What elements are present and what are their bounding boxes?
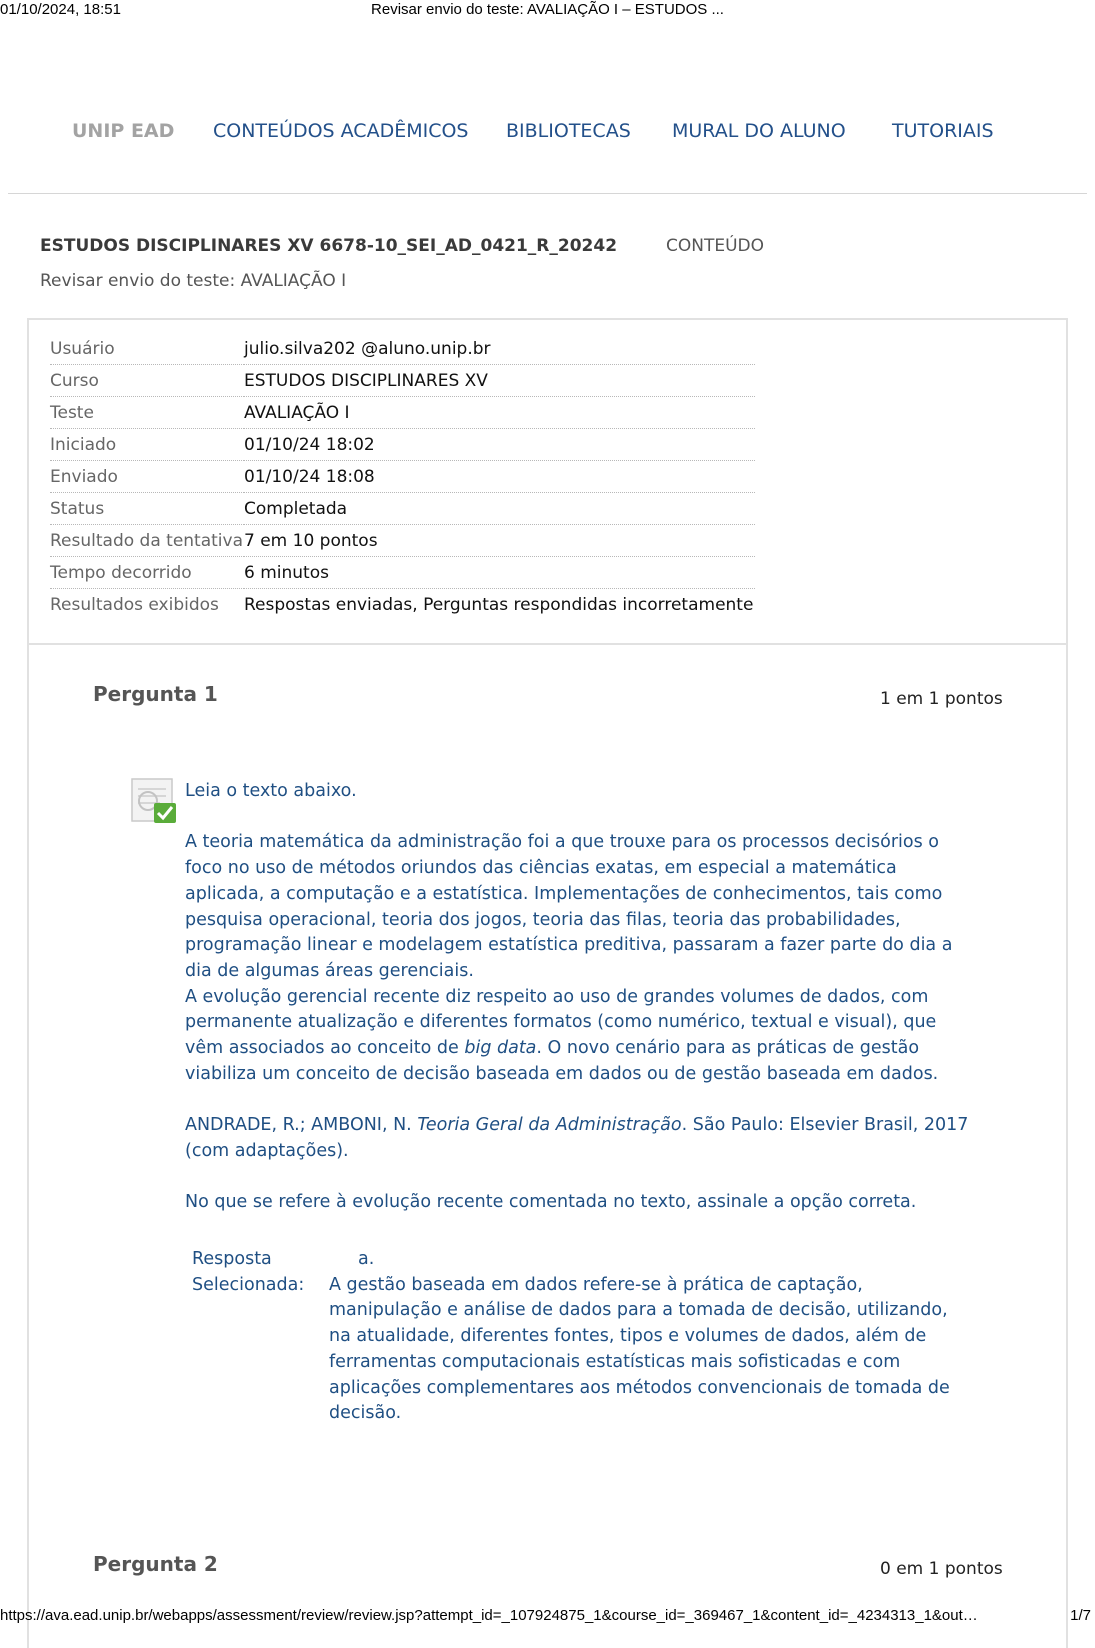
selected-answer-letter: a. bbox=[358, 1249, 375, 1269]
reference-authors: ANDRADE, R.; AMBONI, N. bbox=[185, 1115, 418, 1136]
top-nav bbox=[0, 112, 1095, 152]
summary-label: Teste bbox=[50, 397, 244, 429]
summary-value: ESTUDOS DISCIPLINARES XV bbox=[244, 365, 755, 397]
selected-answer-text: A gestão baseada em dados refere-se à prática de captação, manipulação e análise de dados para a tomada de decisão, utilizando, na atualidade, diferentes fontes, tipos e volumes de dados, além de ferramentas computacionais estatísticas mais sofisticadas e com aplicações complementares aos métodos convencionais de tomada de decisão. bbox=[329, 1274, 950, 1424]
summary-row bbox=[50, 493, 755, 525]
question-1-body bbox=[185, 779, 975, 1216]
summary-label: Status bbox=[50, 493, 244, 525]
page-title: Revisar envio do teste: AVALIAÇÃO I bbox=[40, 271, 347, 291]
question-paragraph-2 bbox=[185, 985, 975, 1088]
summary-label: Resultado da tentativa bbox=[50, 525, 244, 557]
summary-label: Enviado bbox=[50, 461, 244, 493]
summary-row bbox=[50, 397, 755, 429]
nav-item-mural[interactable]: MURAL DO ALUNO bbox=[672, 120, 846, 142]
course-title[interactable]: ESTUDOS DISCIPLINARES XV 6678-10_SEI_AD_0421_R_20242 bbox=[40, 236, 618, 256]
attempt-summary-table bbox=[50, 333, 755, 620]
reference-book-title: Teoria Geral da Administração bbox=[417, 1115, 682, 1136]
summary-value: 01/10/24 18:02 bbox=[244, 429, 755, 461]
print-datetime: 01/10/2024, 18:51 bbox=[0, 1, 121, 18]
question-2-title: Pergunta 2 bbox=[93, 1552, 218, 1576]
summary-label: Curso bbox=[50, 365, 244, 397]
question-1-points: 1 em 1 pontos bbox=[880, 689, 1003, 709]
reference-publisher: . São Paulo: Elsevier Brasil, 2017 (com adaptações). bbox=[185, 1115, 969, 1161]
question-2-points: 0 em 1 pontos bbox=[880, 1559, 1003, 1579]
summary-row bbox=[50, 525, 755, 557]
print-title: Revisar envio do teste: AVALIAÇÃO I – ESTUDOS ... bbox=[371, 1, 724, 18]
summary-row bbox=[50, 589, 755, 621]
summary-row bbox=[50, 557, 755, 589]
summary-label: Usuário bbox=[50, 333, 244, 365]
summary-row bbox=[50, 429, 755, 461]
summary-value: Respostas enviadas, Perguntas respondidas incorretamente bbox=[244, 594, 754, 615]
answer-label-line-1: Resposta bbox=[192, 1249, 272, 1269]
print-page-number: 1/7 bbox=[1070, 1607, 1091, 1624]
summary-label: Tempo decorrido bbox=[50, 557, 244, 589]
summary-value: AVALIAÇÃO I bbox=[244, 397, 755, 429]
summary-value: 01/10/24 18:08 bbox=[244, 461, 755, 493]
nav-item-tutoriais[interactable]: TUTORIAIS bbox=[892, 120, 994, 142]
print-url: https://ava.ead.unip.br/webapps/assessment/review/review.jsp?attempt_id=_107924875_1&course_id=_369467_1&content_id=_4234313_1&out… bbox=[0, 1607, 978, 1624]
print-header bbox=[0, 0, 1095, 22]
summary-value: Completada bbox=[244, 493, 755, 525]
summary-row bbox=[50, 365, 755, 397]
nav-divider bbox=[8, 193, 1087, 194]
summary-row bbox=[50, 461, 755, 493]
print-footer bbox=[0, 1606, 1095, 1627]
question-reference bbox=[185, 1113, 975, 1164]
summary-row bbox=[50, 333, 755, 365]
summary-label: Resultados exibidos bbox=[50, 594, 219, 615]
paragraph-2-italic-term: big data bbox=[464, 1038, 537, 1059]
paragraph-2-text-start: A evolução gerencial recente diz respeito ao uso de grandes volumes de dados, com permanente atualização e diferentes formatos (como numérico, textual e visual), que vêm associados ao conceito de bbox=[185, 986, 937, 1059]
summary-value: 6 minutos bbox=[244, 557, 755, 589]
summary-label: Iniciado bbox=[50, 429, 244, 461]
correct-answer-icon bbox=[130, 777, 178, 825]
question-prompt: No que se refere à evolução recente comentada no texto, assinale a opção correta. bbox=[185, 1192, 917, 1213]
content-link[interactable]: CONTEÚDO bbox=[666, 236, 765, 256]
nav-item-bibliotecas[interactable]: BIBLIOTECAS bbox=[506, 120, 631, 142]
selected-answer-label bbox=[192, 1247, 322, 1298]
question-intro: Leia o texto abaixo. bbox=[185, 781, 357, 801]
question-paragraph-1: A teoria matemática da administração foi a que trouxe para os processos decisórios o foco no uso de métodos oriundos das ciências exatas, em especial a matemática aplicada, a computação e a estatística. Implementações de conhecimentos, tais como pesquisa operacional, teoria dos jogos, teoria das filas, teoria das probabilidades, programação linear e modelagem estatística preditiva, passaram a fazer parte do dia a dia de algumas áreas gerenciais. bbox=[185, 832, 953, 981]
summary-value: julio.silva202 @aluno.unip.br bbox=[244, 333, 755, 365]
paragraph-2-text-end: . O novo cenário para as práticas de gestão viabiliza um conceito de decisão baseada em dados ou de gestão baseada em dados. bbox=[185, 1038, 939, 1084]
answer-label-line-2: Selecionada: bbox=[192, 1274, 305, 1295]
question-1-title: Pergunta 1 bbox=[93, 682, 218, 706]
nav-brand[interactable]: UNIP EAD bbox=[72, 120, 175, 142]
summary-value: 7 em 10 pontos bbox=[244, 525, 755, 557]
nav-item-conteudos[interactable]: CONTEÚDOS ACADÊMICOS bbox=[213, 120, 469, 142]
